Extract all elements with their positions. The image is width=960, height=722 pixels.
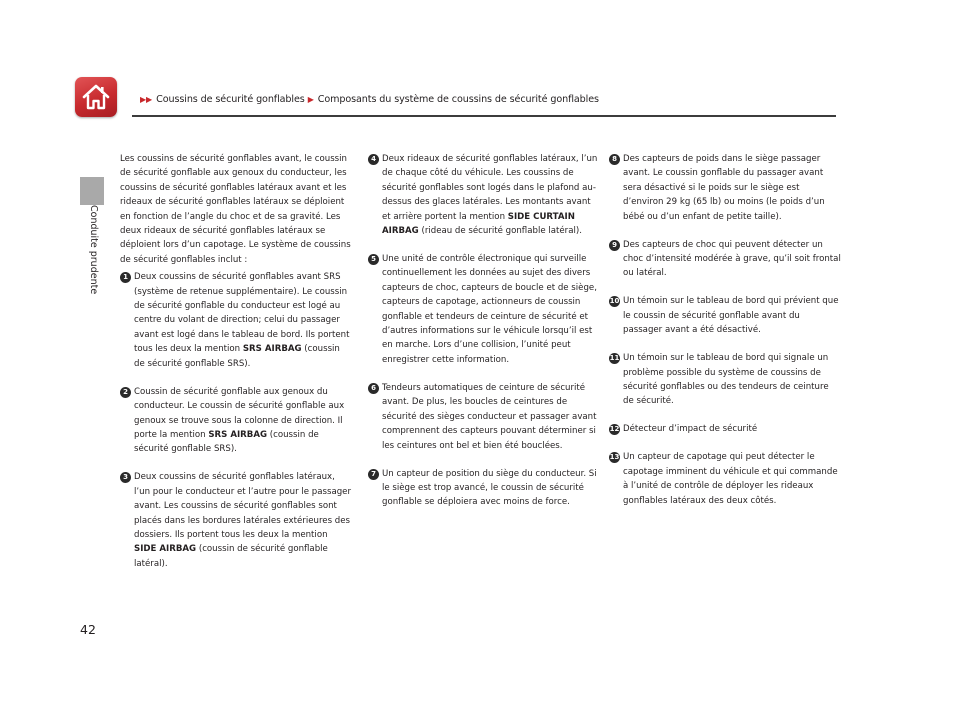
item-text-tail: (rideau de sécurité gonflable latéral). bbox=[418, 226, 582, 237]
item-label-bold: SIDE AIRBAG bbox=[134, 544, 197, 555]
item-text: Deux rideaux de sécurité gonflables latéraux, l’un de chaque côté du véhicule. Les coussins de sécurité gonflables sont logés dans le plafond au-dessus des glaces latérales. Les montants avant et arrière portent la mention bbox=[382, 154, 598, 222]
section-label: Conduite prudente bbox=[88, 205, 99, 295]
list-item bbox=[609, 238, 841, 281]
list-item bbox=[368, 252, 600, 367]
list-item bbox=[120, 270, 352, 371]
item-text: Des capteurs de choc qui peuvent détecter un choc d’intensité modérée à grave, qu’il soit frontal ou latéral. bbox=[623, 239, 841, 279]
item-label-bold: SRS AIRBAG bbox=[242, 344, 302, 355]
item-number-badge: 7 bbox=[368, 469, 379, 480]
home-icon bbox=[81, 83, 111, 111]
item-number-badge: 10 bbox=[609, 297, 620, 306]
chevron-right-icon: ▶ bbox=[307, 95, 314, 104]
home-button[interactable] bbox=[75, 77, 117, 117]
item-number-badge: 8 bbox=[609, 154, 620, 165]
item-text: Coussin de sécurité gonflable aux genoux du conducteur. Le coussin de sécurité gonflable aux genoux se trouve sous la colonne de direction. Il porte la mention bbox=[134, 386, 345, 440]
item-text: Un témoin sur le tableau de bord qui signale un problème possible du système de coussins de sécurité gonflables ou des tendeurs de ceinture de sécurité. bbox=[623, 353, 829, 407]
breadcrumb bbox=[140, 94, 599, 105]
item-number-badge: 12 bbox=[609, 425, 620, 434]
intro-paragraph: Les coussins de sécurité gonflables avant, le coussin de sécurité gonflable aux genoux du conducteur, les coussins de sécurité gonflables latéraux avant et les rideaux de sécurité gonflables latéraux se déploient en fonction de l’angle du choc et de sa gravité. Les deux rideaux de sécurité gonflables latéraux se déploient lors d’un capotage. Le système de coussins de sécurité gonflables inclut : bbox=[120, 154, 351, 265]
item-number-badge: 6 bbox=[368, 383, 379, 394]
list-item bbox=[609, 152, 841, 224]
column-middle bbox=[368, 152, 600, 523]
item-text: Deux coussins de sécurité gonflables latéraux, l’un pour le conducteur et l’autre pour le passager avant. Les coussins de sécurité gonflables sont placés dans les bordures latérales extérieures des dossiers. Ils portent tous les deux la mention bbox=[134, 472, 352, 540]
item-text-tail: (coussin de sécurité gonflable SRS). bbox=[134, 344, 340, 369]
item-number-badge: 5 bbox=[368, 254, 379, 265]
item-text-tail: (coussin de sécurité gonflable SRS). bbox=[134, 429, 319, 455]
item-number-badge: 4 bbox=[368, 154, 379, 165]
item-number-badge: 3 bbox=[120, 472, 131, 483]
item-number-badge: 9 bbox=[609, 240, 620, 251]
page-number: 42 bbox=[80, 622, 96, 637]
section-tab bbox=[80, 177, 104, 205]
breadcrumb-link-airbags[interactable]: Coussins de sécurité gonflables bbox=[156, 94, 305, 105]
item-text: Un témoin sur le tableau de bord qui prévient que le coussin de sécurité gonflable avant du passager avant a été désactivé. bbox=[623, 296, 839, 336]
list-item bbox=[609, 422, 841, 436]
item-number-badge: 11 bbox=[609, 354, 620, 363]
breadcrumb-current: Composants du système de coussins de sécurité gonflables bbox=[317, 94, 599, 105]
list-item bbox=[120, 470, 352, 571]
item-label-bold: SRS AIRBAG bbox=[208, 429, 268, 440]
list-item bbox=[609, 351, 841, 409]
item-number-badge: 13 bbox=[609, 453, 620, 462]
item-text: Tendeurs automatiques de ceinture de sécurité avant. De plus, les boucles de ceintures de sécurité des sièges conducteur et passager avant comprennent des capteurs pouvant déterminer si les ceintures ont bel et bien été bouclées. bbox=[382, 382, 597, 451]
column-right bbox=[609, 152, 841, 522]
item-text: Un capteur de position du siège du conducteur. Si le siège est trop avancé, le coussin de sécurité gonflable se déploiera avec moins de force. bbox=[382, 468, 597, 508]
list-item bbox=[609, 450, 841, 508]
item-text: Deux coussins de sécurité gonflables avant SRS (système de retenue supplémentaire). Le coussin de sécurité gonflable du conducteur est logé au centre du volant de direction; celui du passager avant est logé dans le tableau de bord. Ils portent tous les deux la mention bbox=[134, 272, 350, 355]
column-left bbox=[120, 152, 352, 585]
item-number-badge: 1 bbox=[120, 272, 131, 283]
list-item bbox=[120, 385, 352, 457]
list-item bbox=[368, 152, 600, 238]
header-divider bbox=[132, 115, 836, 117]
item-text: Détecteur d’impact de sécurité bbox=[623, 424, 758, 435]
chevron-right-icon: ▶▶ bbox=[140, 95, 153, 104]
list-item bbox=[368, 381, 600, 453]
item-text: Un capteur de capotage qui peut détecter le capotage imminent du véhicule et qui commande à l’unité de contrôle de déployer les rideaux gonflables latéraux des deux côtés. bbox=[623, 452, 838, 506]
item-text-tail: (coussin de sécurité gonflable latéral). bbox=[134, 544, 328, 569]
list-item bbox=[368, 467, 600, 510]
item-number-badge: 2 bbox=[120, 387, 131, 398]
item-label-bold: SIDE CURTAIN AIRBAG bbox=[382, 211, 575, 237]
list-item bbox=[609, 294, 841, 337]
item-text: Des capteurs de poids dans le siège passager avant. Le coussin gonflable du passager avant sera désactivé si le poids sur le siège est d’environ 29 kg (65 lb) ou moins (le poids d’un bébé ou d’un enfant de petite taille). bbox=[623, 154, 825, 222]
item-text: Une unité de contrôle électronique qui surveille continuellement les données au sujet des divers capteurs de choc, capteurs de boucle et de siège, capteurs de capotage, actionneurs de coussin gonflable et tendeurs de ceinture de sécurité et d’autres informations sur le véhicule lorsqu’il est en marche. Lors d’une collision, l’unité peut enregistrer cette information. bbox=[382, 254, 597, 365]
